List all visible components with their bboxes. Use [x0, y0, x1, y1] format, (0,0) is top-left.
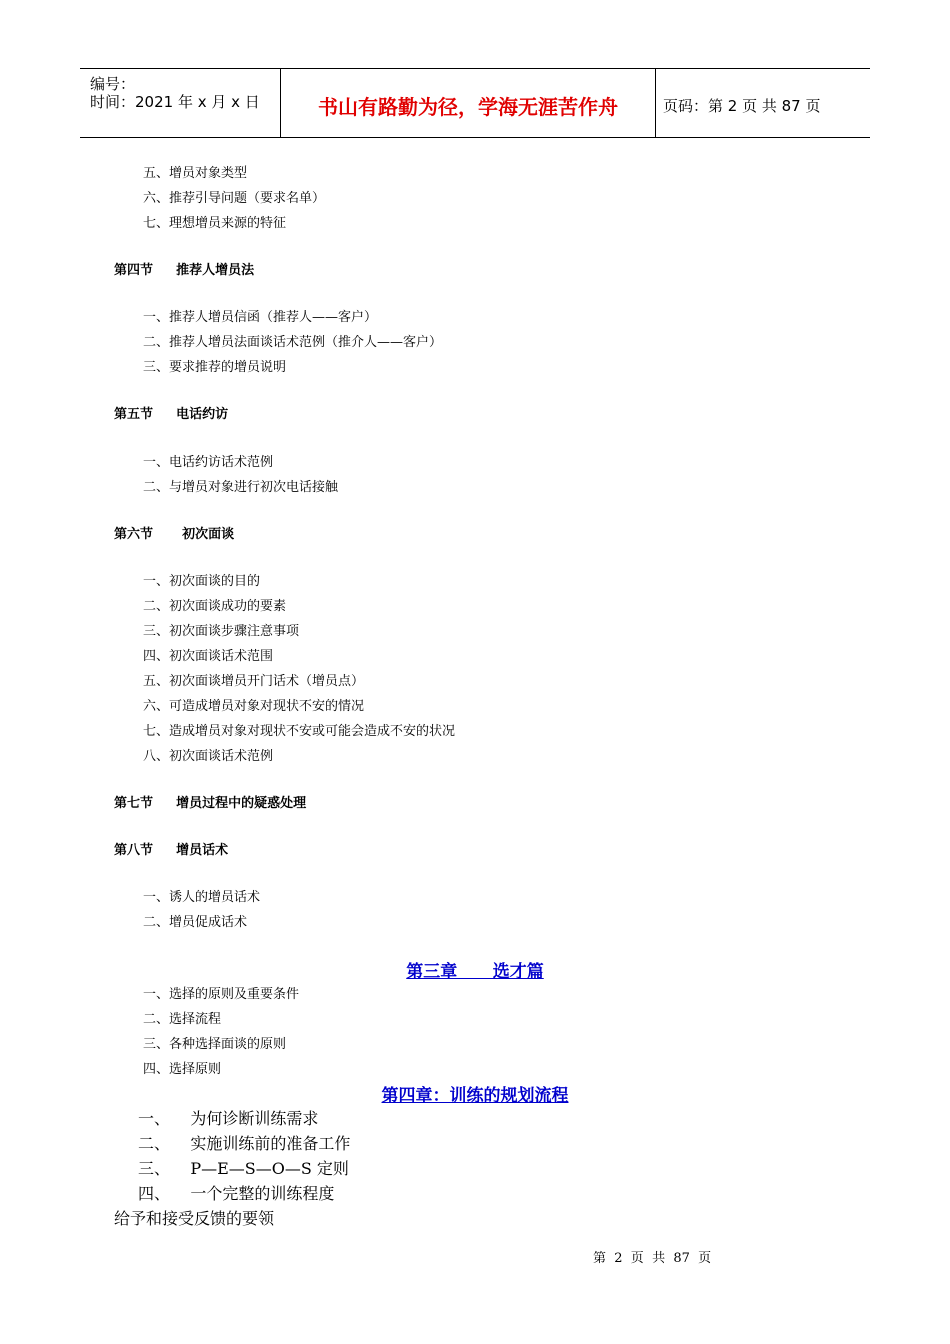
section-number: 第四节 — [114, 263, 154, 278]
trailing-text: 给予和接受反馈的要领 — [114, 1209, 275, 1228]
toc-item: 一、电话约访话术范例 — [143, 455, 274, 470]
section-title: 初次面谈 — [182, 527, 235, 542]
toc-item: 五、增员对象类型 — [143, 166, 248, 181]
page-number-label: 页码：第 2 页 共 87 页 — [663, 97, 821, 115]
section-heading — [114, 403, 228, 422]
chapter-heading-link[interactable]: 第三章 选才篇 — [406, 962, 544, 982]
section-number: 第八节 — [114, 843, 154, 858]
header-motto-cell — [280, 69, 656, 137]
toc-item: 三、初次面谈步骤注意事项 — [143, 624, 300, 639]
toc-item: 一、选择的原则及重要条件 — [143, 987, 300, 1002]
section-title: 增员话术 — [176, 843, 229, 858]
toc-item: 二、选择流程 — [143, 1012, 222, 1027]
toc-item: 一、推荐人增员信函（推荐人——客户） — [143, 310, 378, 325]
toc-item: 三、 P—E—S—O—S 定则 — [138, 1159, 349, 1178]
toc-item: 四、选择原则 — [143, 1062, 222, 1077]
toc-item: 一、初次面谈的目的 — [143, 574, 261, 589]
section-heading — [114, 523, 234, 542]
toc-item: 二、与增员对象进行初次电话接触 — [143, 480, 339, 495]
motto: 书山有路勤为径，学海无涯苦作舟 — [318, 95, 618, 119]
toc-item: 四、初次面谈话术范围 — [143, 649, 274, 664]
section-heading — [114, 259, 254, 278]
section-heading — [114, 839, 228, 858]
toc-item: 四、 一个完整的训练程度 — [138, 1184, 335, 1203]
section-number: 第六节 — [114, 527, 154, 542]
toc-item: 一、 为何诊断训练需求 — [138, 1109, 319, 1128]
document-time: 时间：2021 年 x 月 x 日 — [90, 93, 260, 111]
header-page-cell — [655, 69, 870, 137]
toc-item: 三、各种选择面谈的原则 — [143, 1037, 287, 1052]
toc-item: 二、 实施训练前的准备工作 — [138, 1134, 351, 1153]
section-title: 推荐人增员法 — [176, 263, 255, 278]
toc-item: 五、初次面谈增员开门话术（增员点） — [143, 674, 365, 689]
document-number: 编号： — [90, 75, 136, 93]
section-title: 增员过程中的疑惑处理 — [176, 796, 307, 811]
toc-item: 七、理想增员来源的特征 — [143, 216, 287, 231]
header-meta-cell — [80, 69, 280, 137]
toc-item: 八、初次面谈话术范例 — [143, 749, 274, 764]
toc-item: 二、推荐人增员法面谈话术范例（推介人——客户） — [143, 335, 443, 350]
section-number: 第五节 — [114, 407, 154, 422]
toc-item: 三、要求推荐的增员说明 — [143, 360, 287, 375]
page-footer: 第 2 页 共 87 页 — [593, 1251, 712, 1266]
toc-item: 六、可造成增员对象对现状不安的情况 — [143, 699, 365, 714]
toc-item: 七、造成增员对象对现状不安或可能会造成不安的状况 — [143, 724, 456, 739]
toc-item: 二、增员促成话术 — [143, 915, 248, 930]
section-title: 电话约访 — [176, 407, 229, 422]
section-heading — [114, 792, 306, 811]
chapter-heading-link[interactable]: 第四章：训练的规划流程 — [381, 1086, 569, 1106]
section-number: 第七节 — [114, 796, 154, 811]
toc-item: 一、诱人的增员话术 — [143, 890, 261, 905]
toc-item: 二、初次面谈成功的要素 — [143, 599, 287, 614]
toc-item: 六、推荐引导问题（要求名单） — [143, 191, 326, 206]
page-header — [80, 68, 870, 138]
